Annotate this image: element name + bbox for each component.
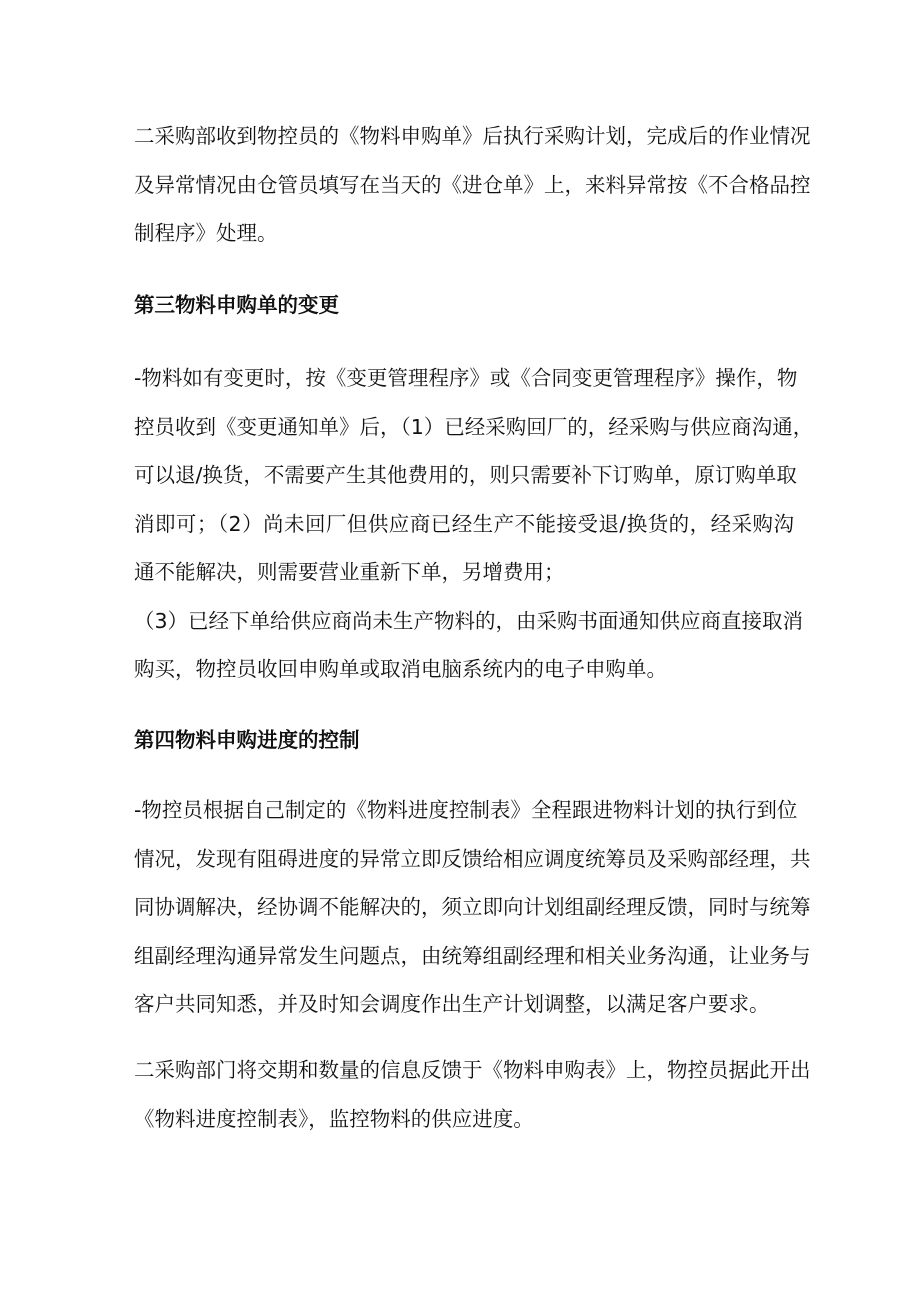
text-line: 客户共同知悉，并及时知会调度作出生产计划调整，以满足客户要求。 <box>134 992 770 1016</box>
text-line: 消即可；（2）尚未回厂但供应商已经生产不能接受退/换货的，经采购沟 <box>134 511 794 536</box>
section-heading-3 <box>134 281 794 330</box>
text-line: 情况，发现有阻碍进度的异常立即反馈给相应调度统筹员及采购部经理，共 <box>134 846 811 871</box>
paragraph-requisition-change <box>134 354 814 694</box>
text-line: -物控员根据自己制定的《物料进度控制表》全程跟进物料计划的执行到位 <box>134 798 798 822</box>
text-line: 组副经理沟通异常发生问题点，由统筹组副经理和相关业务沟通，让业务与 <box>134 943 811 968</box>
text-line: 二采购部门将交期和数量的信息反馈于《物料申购表》上，物控员据此开出 <box>134 1058 811 1082</box>
text-line: （3）已经下单给供应商尚未生产物料的，由采购书面通知供应商直接取消 <box>134 608 804 633</box>
text-line: 控员收到《变更通知单》后，（1）已经采购回厂的，经采购与供应商沟通， <box>134 414 814 439</box>
text-line: 通不能解决，则需要营业重新下单，另增费用； <box>134 560 565 584</box>
text-line: 《物料进度控制表》，监控物料的供应进度。 <box>134 1106 534 1131</box>
paragraph-delivery-feedback <box>134 1046 811 1143</box>
heading-text: 第四物料申购进度的控制 <box>134 728 360 752</box>
text-line: 制程序》处理。 <box>134 221 278 245</box>
text-line: -物料如有变更时，按《变更管理程序》或《合同变更管理程序》操作，物 <box>134 366 798 390</box>
text-line: 二采购部收到物控员的《物料申购单》后执行采购计划，完成后的作业情况 <box>134 124 811 148</box>
text-line: 及异常情况由仓管员填写在当天的《进仓单》上，来料异常按《不合格品控 <box>134 172 811 197</box>
paragraph-progress-control <box>134 786 811 1029</box>
heading-text: 第三物料申购单的变更 <box>134 293 339 317</box>
section-heading-4 <box>134 716 794 765</box>
text-line: 可以退/换货，不需要产生其他费用的，则只需要补下订购单，原订购单取 <box>134 463 797 487</box>
paragraph-purchasing-execution <box>134 112 811 258</box>
text-line: 购买，物控员收回申购单或取消电脑系统内的电子申购单。 <box>134 657 667 681</box>
text-line: 同协调解决，经协调不能解决的，须立即向计划组副经理反馈，同时与统筹 <box>134 895 811 919</box>
